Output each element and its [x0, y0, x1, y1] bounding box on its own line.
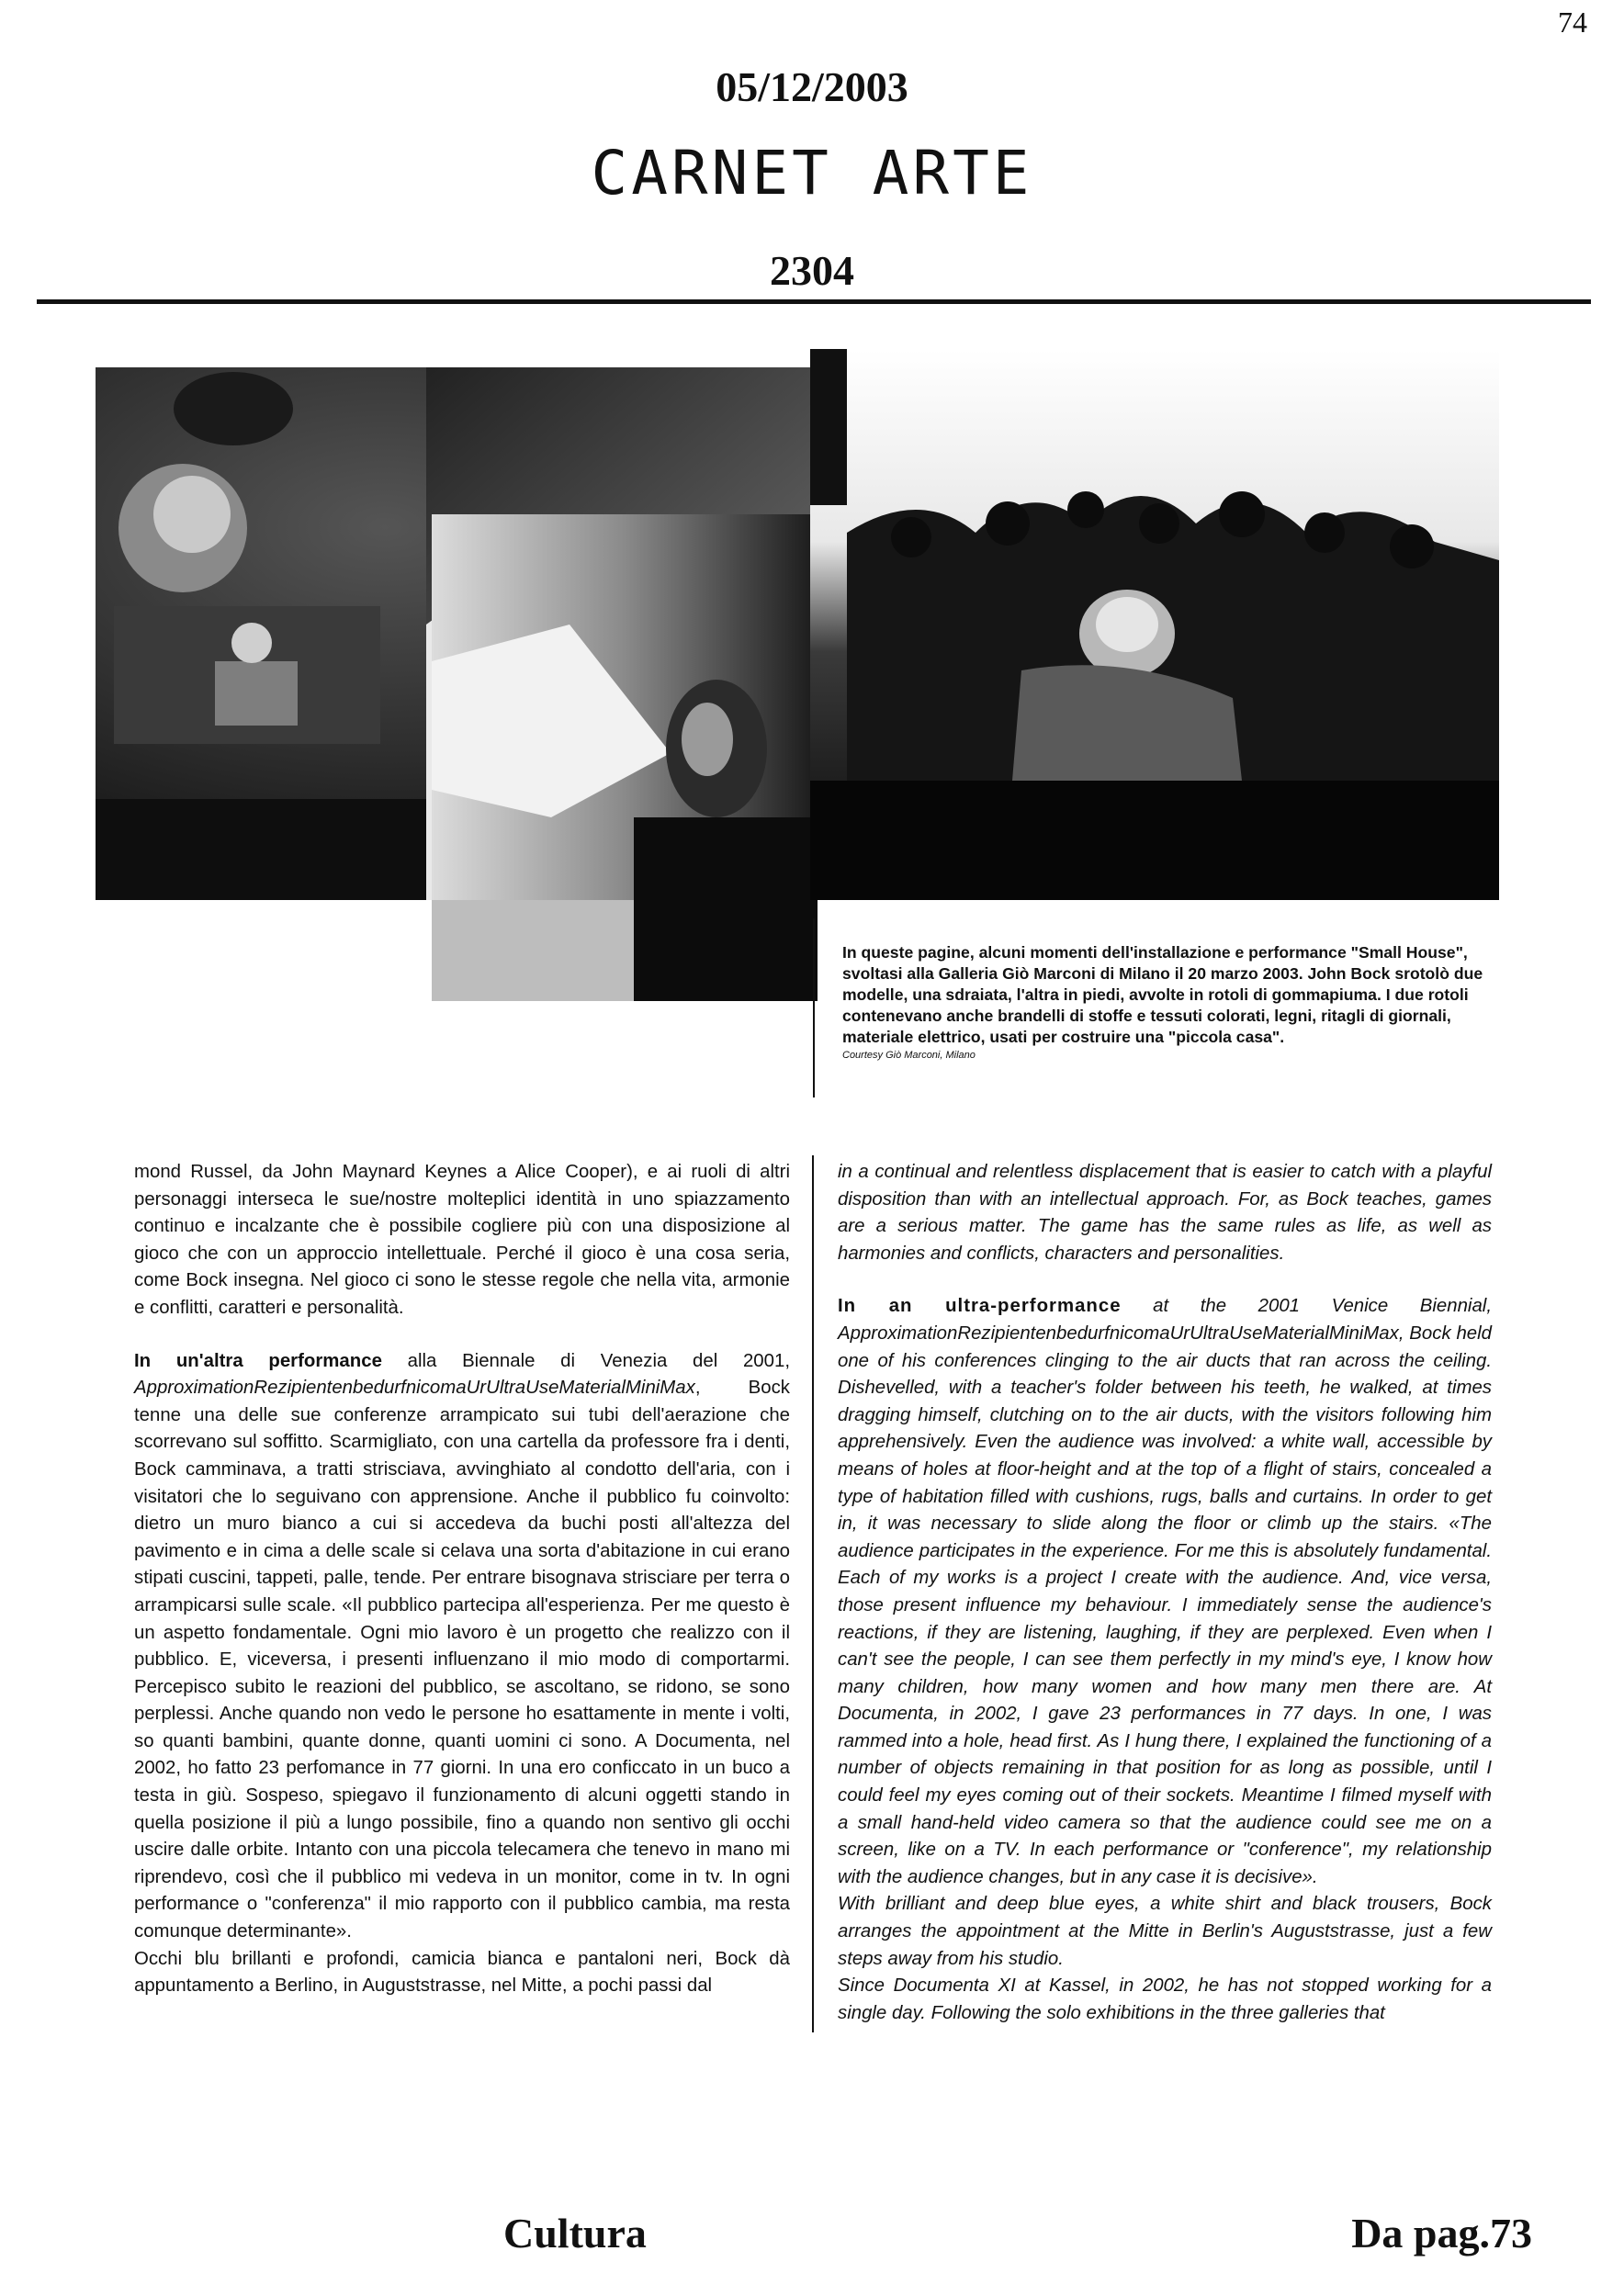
article-column-english — [838, 1159, 1492, 2027]
section-lead: In an ultra-performance — [838, 1296, 1122, 1317]
paragraph: mond Russel, da John Maynard Keynes a Alice Cooper), e ai ruoli di altri personaggi interseca le sue/nostre molteplici identità in uno spiazzamento continuo e incalzante che è possibile cogliere più con una disposizione al gioco che con un approccio intellettuale. Perché il gioco è una cosa seria, come Bock insegna. Nel gioco ci sono le stesse regole che nella vita, armonie e conflitti, caratteri e personalità. — [134, 1162, 790, 1318]
footer-section: Cultura — [503, 2210, 647, 2257]
seated-figure-photo — [432, 514, 818, 1001]
page-number: 74 — [1558, 6, 1587, 39]
photo-credit: Courtesy Giò Marconi, Milano — [842, 1050, 976, 1061]
header-date: 05/12/2003 — [716, 63, 908, 110]
caption-divider — [813, 918, 815, 1097]
column-divider — [812, 1155, 814, 2032]
paragraph: in a continual and relentless displacement that is easier to catch with a playful disposition than with an intellectual approach. For, as Bock teaches, games are a serious matter. The game has the same rules as life, as well as harmonies and conflicts, characters and personalities. — [838, 1162, 1492, 1264]
paragraph: In un'altra performance alla Biennale di Venezia del 2001, ApproximationRezipientenbedurfnicomaUrUltraUseMaterialMiniMax, Bock tenne una delle sue conferenze arrampicato sui tubi dell'aerazione che scorrevano sul soffitto. Scarmigliato, con una cartella da professore fra i denti, Bock camminava, a tratti strisciava, avvinghiato al condotto dell'aria, con i visitatori che lo seguivano con apprensione. Anche il pubblico fu coinvolto: dietro un muro bianco a cui si accedeva da buchi posti all'altezza del pavimento e in cima a delle scale si celava una sorta d'abitazione in cui erano stipati cuscini, tappeti, palle, tende. Per entrare bisognava strisciare per terra o arrampicarsi sulle scale. «Il pubblico partecipa all'esperienza. Per me questo è un aspetto fondamentale. Ogni mio lavoro è un progetto che realizzo con il pubblico. E, viceversa, i presenti influenzano il mio modo di comportarmi. Percepisco subito le reazioni del pubblico, se ascoltano, se ridono, se sono perplessi. Anche quando non vedo le persone ho esattamente in mente i volti, so quanti bambini, quante donne, quanti uomini ci sono. A Documenta, nel 2002, ho fatto 23 perfomance in 77 giorni. In una ero conficcato in un buco a testa in giù. Sospeso, spiegavo il funzionamento di alcuni oggetti stando in quella posizione il più a lungo possibile, fino a quando non sentivo gli occhi uscire dalle orbite. Intanto con una piccola telecamera che tenevo in mano mi riprendevo, così che il pubblico mi vedeva in un monitor, come in tv. In ogni performance o "conferenza" il mio rapporto con il pubblico cambia, ma resta comunque determinante». — [134, 1350, 790, 1942]
paragraph: In an ultra-performance at the 2001 Venice Biennial, ApproximationRezipientenbedurfnicomaUrUltraUseMaterialMiniMax, Bock held one of his conferences clinging to the air ducts that ran across the ceiling. Dishevelled, with a teacher's folder between his teeth, he walked, at times dragging himself, clutching on to the air ducts, with the visitors following him apprehensively. Even the audience was involved: a white wall, accessible by means of holes at floor-height and at the top of a flight of stairs, concealed a type of habitation filled with cushions, rugs, balls and curtains. In order to get in, it was necessary to slide along the floor or climb up the stairs. «The audience participates in the experience. For me this is absolutely fundamental. Each of my works is a project I create with the audience. And, vice versa, those present influence my behaviour. I immediately sense the audience's reactions, if they are listening, laughing, if they are perplexed. Even when I can't see the people, I can see them perfectly in my mind's eye, I know how many children, how many women and how many men there are. At Documenta, in 2002, I gave 23 performances in 77 days. In one, I was rammed into a hole, head first. As I hung there, I explained the functioning of a number of objects remaining in that position for as long as possible, until I could feel my eyes coming out of their sockets. Meantime I filmed myself with a small hand-held video camera so that the audience could see me on a screen, like on a TV. In each performance or "conference", my relationship with the audience changes, but in any case it is decisive». — [838, 1296, 1492, 1887]
publication-title: CARNET ARTE — [591, 138, 1033, 208]
paragraph: With brilliant and deep blue eyes, a white shirt and black trousers, Bock arranges the appointment at the Mitte in Berlin's Auguststrasse, just a few steps away from his studio. — [838, 1894, 1492, 1969]
paragraph: Since Documenta XI at Kassel, in 2002, he has not stopped working for a single day. Following the solo exhibitions in the three galleries that — [838, 1975, 1492, 2023]
section-lead: In un'altra performance — [134, 1350, 382, 1371]
work-title: ApproximationRezipientenbedurfnicomaUrUltraUseMaterialMiniMax — [134, 1378, 695, 1399]
footer-continued: Da pag.73 — [1351, 2210, 1532, 2257]
paragraph: Occhi blu brillanti e profondi, camicia bianca e pantaloni neri, Bock dà appuntamento a Berlino, in Auguststrasse, nel Mitte, a pochi passi dal — [134, 1948, 790, 1997]
audience-photo — [810, 349, 1499, 900]
header-rule — [37, 299, 1591, 304]
article-column-italian — [134, 1159, 790, 2000]
issue-number: 2304 — [770, 247, 854, 294]
caption-text: In queste pagine, alcuni momenti dell'installazione e performance "Small House", svoltasi alla Galleria Giò Marconi di Milano il 20 marzo 2003. John Bock srotolò due modelle, una sdraiata, l'altra in piedi, avvolte in rotoli di gommapiuma. I due rotoli contenevano anche brandelli di stoffe e tessuti colorati, legni, ritagli di giornali, materiale elettrico, usati per costruire una "piccola casa". — [842, 943, 1483, 1046]
photo-caption — [842, 942, 1504, 1063]
